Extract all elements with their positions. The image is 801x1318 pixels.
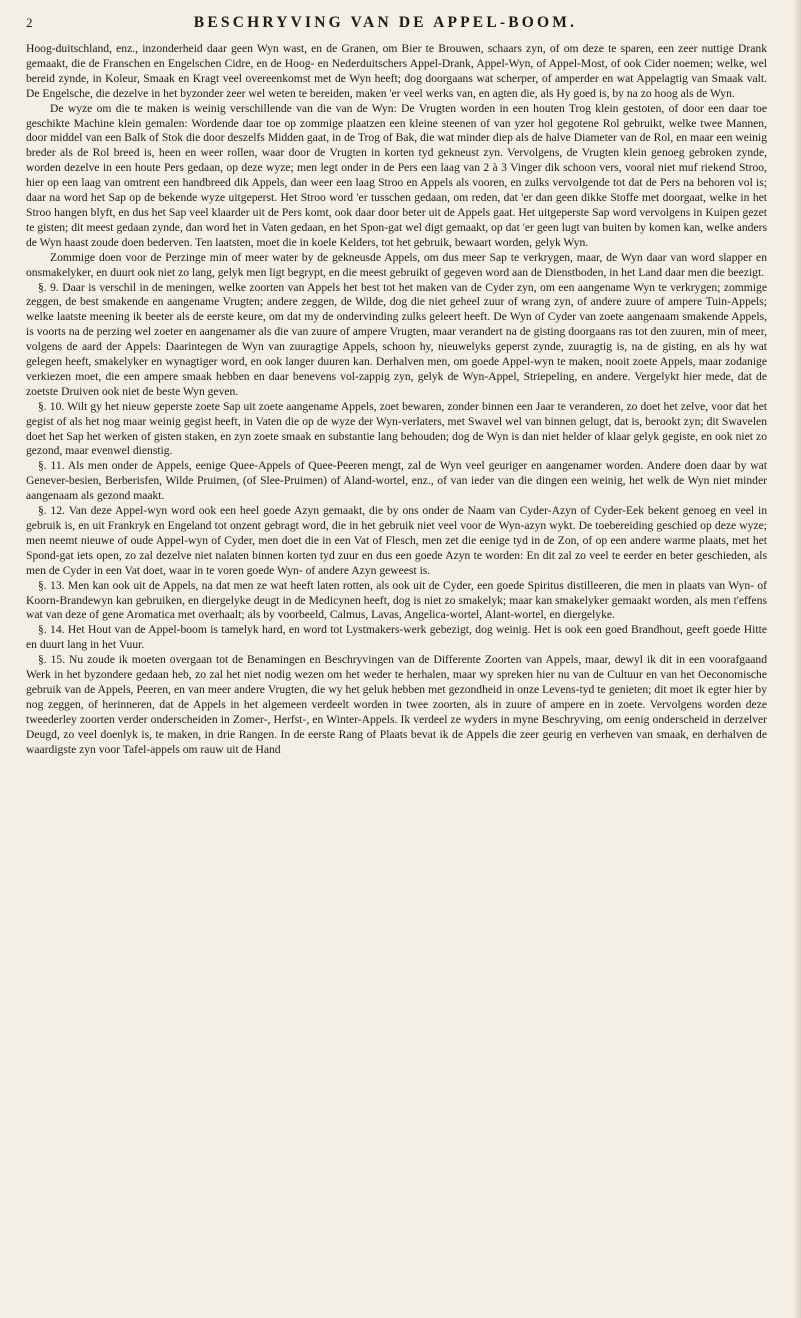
running-head: BESCHRYVING VAN DE APPEL-BOOM.	[193, 14, 578, 31]
body-text	[26, 42, 767, 758]
paragraph: Zommige doen voor de Perzinge min of meer water by de gekneusde Appels, om dus meer Sap te verkrygen, maar, de Wyn daar van word slapper en onsmakelyker, en duurt ook niet zo lang, gelyk men ligt begrypt, en die meest gebruikt of gegeven word aan de Dienstboden, in het Land daar men die beezigt.	[26, 250, 767, 279]
paragraph: §. 9. Daar is verschil in de meningen, welke zoorten van Appels het best tot het maken van de Cyder zyn, om een aangename Wyn te verkrygen; zommige zeggen, de best smakende en aangename Vrugten; andere zeggen, de Wilde, dog die niet geheel zuur of wrang zyn, of andere zuure of ampere Tuin-Appels; welke laatste meening ik beeter als de eerste keure, om dat my de ondervinding zulks geleert heeft. De Wyn of Cyder van zoete aangenaam smakende Appels, is voorts na de perzing wel zoeter en aangenamer als die van zuure of ampere Vrugten, maar verandert na de gisting doorgaans ras tot den zuuren, min of meer, volgens de aard der Appels: Daarintegen de Wyn van zuuragtige Appels, schoon hy, nieuwelyks geperst zynde, zuuragtig is, na de gisting, en als hy wat gelegen heeft, smakelyker en wynagtiger word, en ook langer duuren kan. Derhalven men, om goede Appel-wyn te maken, nooit zoete Appels, maar zodanige verkiezen moet, die een ampere smaak hebben en daar benevens vol-zappig zyn, gelyk de Wyn-Appel, Striepeling, en andere. Vergelykt hier mede, dat de zoetste Druiven ook niet de beste Wyn geven.	[26, 280, 767, 398]
paragraph: §. 12. Van deze Appel-wyn word ook een heel goede Azyn gemaakt, die by ons onder de Naam van Cyder-Azyn of Cyder-Eek bekent genoeg en veel in gebruik is, en uit Frankryk en Engeland tot onzent gebragt word, die in het gebruik niet veel voor de Wyn-azyn wykt. De toebereiding geschied op deze wyze; men neemt nieuwe of oude Appel-wyn of Cyder, men doet die in een Vat of Flesch, men zet die eenige tyd in de Zon, of op een andere warme plaats, met het Spond-gat iets open, zo zal dezelve niet nalaten binnen korten tyd zuur en dus een goede Azyn te worden: En dit zal zo veel te eerder en beter geschieden, als men de Cyder in een Vat doet, waar in te voren goede Wyn- of andere Azyn geweest is.	[26, 504, 767, 577]
paragraph: Hoog-duitschland, enz., inzonderheid daar geen Wyn wast, en de Granen, om Bier te Brouwen, schaars zyn, of om deze te sparen, een zeer nuttige Drank gemaakt, die de Franschen en Engelschen Cidre, en de Hoog- en Nederduitschers Appel-Drank, Appel-Wyn, of Appel-Most, of ook Cider noemen; welke, wel bereid zynde, in Koleur, Smaak en Kragt veel overeenkomst met de Wyn heeft; dog doorgaans wat scherper, of amperder en wat Appelagtig van Smaak valt. De Engelsche, die dezelve in het byzonder zeer wel weten te bereiden, maken 'er veel werks van, en agten die, als Hy goed is, by na zo hoog als de Wyn.	[26, 42, 767, 100]
paragraph: §. 13. Men kan ook uit de Appels, na dat men ze wat heeft laten rotten, als ook uit de Cyder, een goede Spiritus distilleeren, die men in plaats van Wyn- of Koorn-Brandewyn kan gebruiken, en diergelyke deugt in de Medicynen heeft, dog is niet zo smakelyk; maar kan smakelyker gemaakt worden, als men t'effens wat van deze of gene Aromatica met overhaalt; als by voorbeeld, Calmus, Lavas, Angelica-wortel, Alant-wortel, en diergelyke.	[26, 578, 767, 622]
paragraph: §. 15. Nu zoude ik moeten overgaan tot de Benamingen en Beschryvingen van de Differente Zoorten van Appels, maar, dewyl ik dit in een voorafgaand Werk in het byzondere gedaan heb, zo zal het niet nodig wezen om het weder te herhalen, maar wy spreken hier nu van de Cultuur en van het Oeconomische gebruik van de Appels, Peeren, en van meer andere Vrugten, die wy het geluk hebben met gezondheid in onze Levens-tyd te genieten; dit moet ik egter hier by nog zeggen, of herinneren, dat de Appels in het algemeen verdeelt worden in twee zoorten, als in zuure of ampere en in zoete. Vervolgens worden deze tweederley zoorten verder onderscheiden in Zomer-, Herfst-, en Winter-Appels. Ik verdeel ze wyders in myne Beschryving, om eenig onderscheid in derzelver Deugd, zo veel doenlyk is, te maken, in drie Rangen. In de eerste Rang of Plaats bevat ik de Appels die zeer geurig en verheven van smaak, en derhalven de waardigste zyn voor Tafel-appels om rauw uit de Hand	[26, 653, 767, 756]
page-header	[26, 14, 767, 42]
paragraph: §. 14. Het Hout van de Appel-boom is tamelyk hard, en word tot Lystmakers-werk gebezigt, dog weinig. Het is ook een goed Brandhout, geeft goede Hitte en duurt lang in het Vuur.	[26, 623, 767, 652]
paragraph: §. 10. Wilt gy het nieuw geperste zoete Sap uit zoete aangename Appels, zoet bewaren, zonder binnen een Jaar te veranderen, zo doet het zelve, voor dat het gegist of als het nog maar weinig gegist heeft, in Vaten die op de wyze der Wyn-verlaters, met Swavel wel van binnen gelugt, dat is, berookt zyn; dit Swavelen doet het Sap het werken of gisten staken, en zyn zoete smaak en substantie lang behouden; dog de Wyn is dan niet helder of klaar gelyk gegiste, en ook niet zo gezond, maar evenwel dienstig.	[26, 399, 767, 458]
page-edge-shadow	[793, 0, 801, 1318]
paragraph: §. 11. Als men onder de Appels, eenige Quee-Appels of Quee-Peeren mengt, zal de Wyn veel geuriger en aangenamer worden. Andere doen daar by wat Genever-besien, Berberisfen, Wilde Pruimen, (of Slee-Pruimen) of Aland-wortel, enz., of van ieder van die dingen een weinig, het welk de Wyn niet minder aangenaam als gezond maakt.	[26, 459, 767, 503]
page-number: 2	[26, 15, 33, 30]
paragraph: De wyze om die te maken is weinig verschillende van die van de Wyn: De Vrugten worden in een houten Trog klein gestoten, of door een daar toe geschikte Machine klein gemalen: Wordende daar toe op zommige plaatzen een kleine steenen of van yzer hol gegotene Rol gebruikt, welke twee Mannen, door middel van een Balk of Stok die door deszelfs Midden gaat, in de Trog of Bak, die wat minder diep als de halve Diameter van de Rol, en maar een weinig breder als de Rol breed is, heen en weer rollen, waar door de Vrugten in korten tyd gekneust zyn. Vervolgens, de Vrugten klein genoeg gebroken zynde, worden dezelve in een houte Pers gedaan, op deze wyze; men legt onder in de Pers een laag van 2 à 3 Vinger dik schoon vers, vooral niet muf riekend Stroo, hier op een laag van omtrent een handbreed dik Appels, dan weer een laag Stroo en Appels als vooren, en zulks vervolgende tot dat de Pers na behoren vol is; daar na word het Sap op de bekende wyze uitgeperst. Het Stroo word 'er tusschen gedaan, om reden, dat 'er dan geen dikke Stoffe met doorgaat, welke in het Stroo hangen blyft, en dus het Sap veel klaarder uit de Pers komt, ook daar door beter uit de Appels gaat. Het uitgeperste Sap word vervolgens in Kuipen gezet te gisten; dit meest gedaan zynde, dan word het in Vaten gedaan, en het Spon-gat wel digt gemaakt, op dat 'er geen lugt van buiten by komen kan, welke anders de Wyn haast zoude doen bederven. Ten laatsten, moet die in koele Kelders, tot het gebruik, bewaart worden, gelyk Wyn.	[26, 101, 767, 249]
